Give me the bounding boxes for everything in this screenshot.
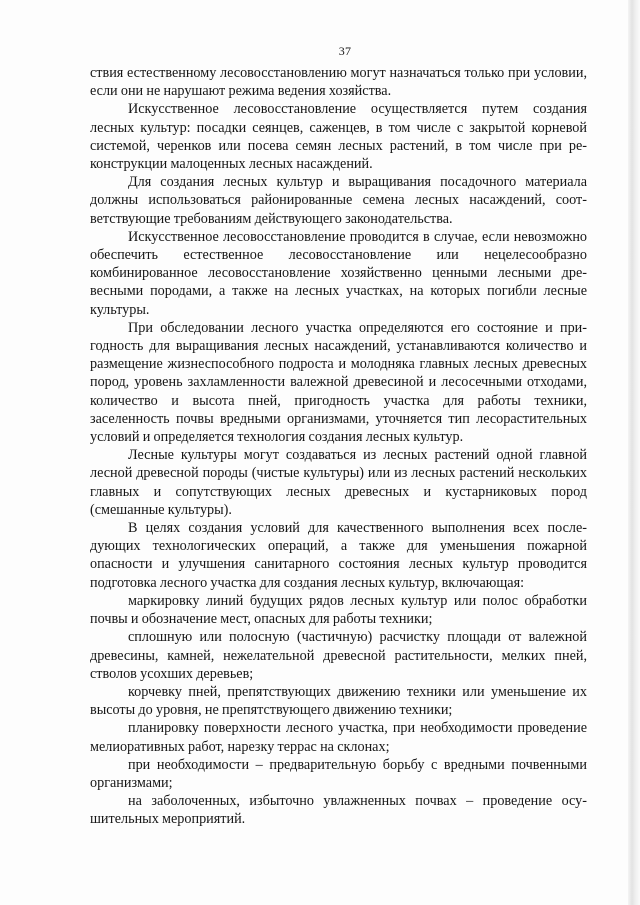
- paragraph: Искусственное лесовосстановление проводится в случае, если невозможно обеспечить естественное лесовосстановление или нецелесообразно комбинированное лесовосстановление хозяйственно ценными лесными древесными породами, а также на лесных участках, на которых погибли лесные культуры.: [90, 228, 587, 318]
- paragraph: При обследовании лесного участка определяются его состояние и пригодность для выращивания лесных насаждений, устанавливаются количество и размещение жизнеспособного подроста и молодняка главных лесных древесных пород, уровень захламленности валежной древесиной и лесосечными отходами, количество и высота пней, пригодность участка для работы техники, заселенность почвы вредными организмами, уточняется тип лесорастительных условий и определяется технология создания лесных культур.: [90, 319, 587, 446]
- body-text: [90, 64, 587, 829]
- scan-edge-shadow: [628, 0, 640, 905]
- page-number: 37: [338, 44, 352, 58]
- paragraph: В целях создания условий для качественного выполнения всех последующих технологических операций, а также для уменьшения пожарной опасности и улучшения санитарного состояния лесных культур проводится подготовка лесного участка для создания лесных культур, включающая:: [90, 520, 587, 591]
- list-item: при необходимости – предварительную борьбу с вредными почвенными организмами;: [90, 756, 587, 791]
- paragraph: Лесные культуры могут создаваться из лесных растений одной главной лесной древесной породы (чистые культуры) или из лесных растений нескольких главных и сопутствующих лесных древесных и кустарниковых пород (смешанные культуры).: [90, 447, 587, 518]
- list-item: сплошную или полосную (частичную) расчистку площади от валежной древесины, камней, нежелательной древесной растительности, мелких пней, стволов усохших деревьев;: [90, 629, 587, 682]
- list-item: планировку поверхности лесного участка, при необходимости проведение мелиоративных работ, нарезку террас на склонах;: [90, 720, 587, 755]
- paragraph: ствия естественному лесовосстановлению могут назначаться только при условии, если они не нарушают режима ведения хозяйства.: [90, 65, 587, 100]
- list-item: на заболоченных, избыточно увлажненных почвах – проведение осушительных мероприятий.: [90, 793, 587, 828]
- paragraph: Для создания лесных культур и выращивания посадочного материала должны использоваться районированные семена лесных насаждений, соответствующие требованиям действующего законодательства.: [90, 174, 587, 227]
- list-item: корчевку пней, препятствующих движению техники или уменьшение их высоты до уровня, не препятствующего движению техники;: [90, 683, 587, 719]
- paragraph: Искусственное лесовосстановление осуществляется путем создания лесных культур: посадки сеянцев, саженцев, в том числе с закрытой корневой системой, черенков или посева семян лесных растений, в том числе при реконструкции малоценных лесных насаждений.: [90, 101, 587, 173]
- list-item: маркировку линий будущих рядов лесных культур или полос обработки почвы и обозначение мест, опасных для работы техники;: [90, 592, 587, 628]
